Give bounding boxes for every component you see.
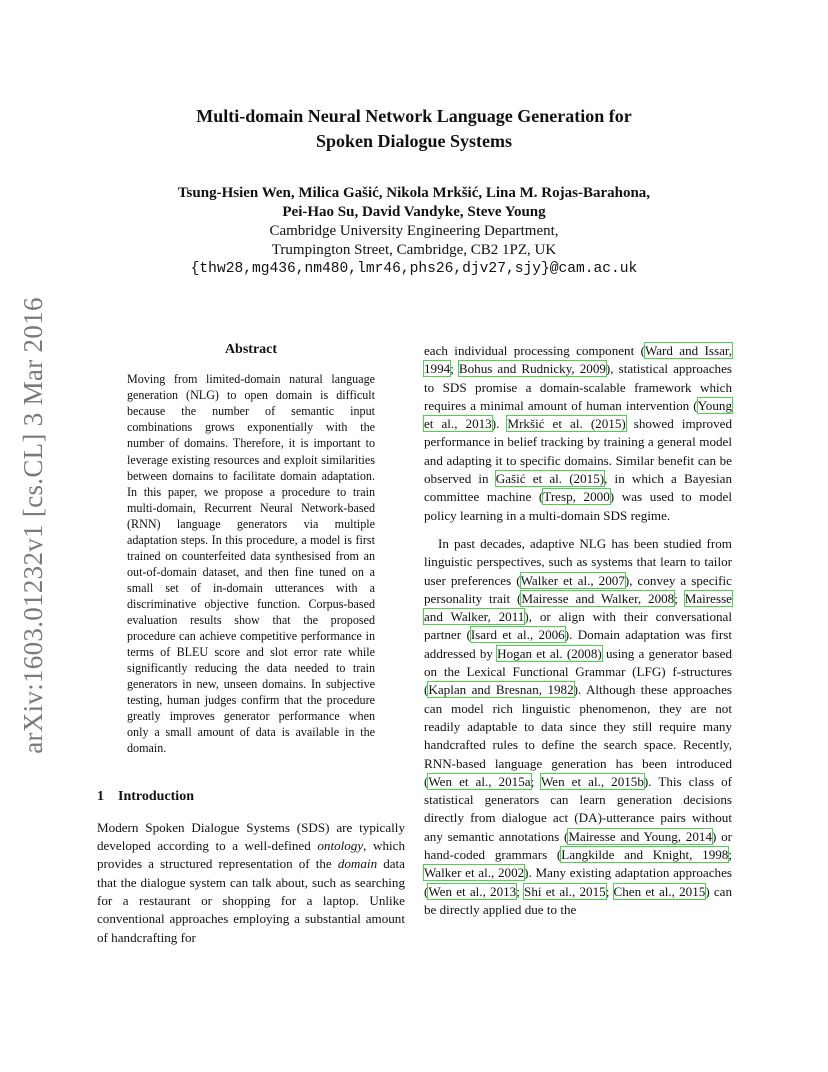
title-line-2: Spoken Dialogue Systems <box>315 131 513 151</box>
text-span: ), statistical approaches to SDS promise a domain-scalable framework which requires a minimal amount of human intervention ( <box>424 361 732 413</box>
right-paragraph-1 <box>424 342 732 525</box>
citation-link[interactable]: Walker et al., 2002 <box>424 865 525 881</box>
text-span: , which provides a structured representation of the <box>97 838 405 872</box>
citation-link[interactable]: Young et al., 2013 <box>424 397 732 432</box>
citation-link[interactable]: Ward and Issar, 1994 <box>424 343 732 377</box>
affiliation-line-2: Trumpington Street, Cambridge, CB2 1PZ, UK <box>271 242 557 258</box>
arxiv-stamp-text: arXiv:1603.01232v1 [cs.CL] 3 Mar 2016 <box>17 296 48 754</box>
text-span: ). <box>491 416 508 432</box>
text-span: In past decades, adaptive NLG has been studied from linguistic perspectives, such as systems that learn to tailor user preferences ( <box>424 535 732 588</box>
text-span: ). This class of statistical generators can learn generation decisions directly from dialogue act (DA)-utterance pairs without any semantic annotations ( <box>424 773 733 844</box>
citation-link[interactable]: Wen et al., 2013 <box>428 883 517 899</box>
text-span: ) or hand-coded grammars ( <box>424 828 732 863</box>
title-line-1: Multi-domain Neural Network Language Generation for <box>196 106 632 126</box>
text-span: , in which a Bayesian committee machine ( <box>424 471 733 505</box>
text-span: ). Although these approaches can model rich linguistic phenomenon, they are not readily adaptable to data since they still require many handcrafted rules to define the search space. Recently, RNN-based language generation has been introduced ( <box>424 682 732 789</box>
text-span: ) was used to model policy learning in a multi-domain SDS regime. <box>424 489 732 523</box>
paper-title <box>100 104 728 154</box>
section-title: Introduction <box>118 789 194 805</box>
citation-link[interactable]: Gašić et al. (2015) <box>495 471 605 487</box>
citation-link[interactable]: Isard et al., 2006 <box>470 627 565 643</box>
citation-link[interactable]: Hogan et al. (2008) <box>497 645 602 661</box>
text-span: ; <box>674 590 685 606</box>
citation-link[interactable]: Shi et al., 2015 <box>524 883 606 899</box>
arxiv-stamp <box>14 290 52 760</box>
right-paragraph-2 <box>424 535 732 919</box>
text-span: ). Many existing adaptation approaches ( <box>424 865 732 899</box>
citation-link[interactable]: Mairesse and Walker, 2011 <box>424 590 732 625</box>
text-span: Modern Spoken Dialogue Systems (SDS) are typically developed according to a well-defined <box>97 819 405 854</box>
section-number: 1 <box>97 789 104 805</box>
text-span: ; <box>605 883 614 899</box>
abstract-heading: Abstract <box>224 342 278 357</box>
text-span: data that the dialogue system can talk about, such as searching for a restaurant or shopping for a laptop. Unlike conventional approaches employing a substantial amount of handcrafting for <box>97 856 405 945</box>
intro-paragraph <box>97 819 405 947</box>
text-span: ), convey a specific personality trait ( <box>424 572 732 606</box>
right-column <box>424 342 732 919</box>
affiliation-line-1: Cambridge University Engineering Department, <box>269 223 559 239</box>
citation-link[interactable]: Bohus and Rudnicky, 2009 <box>458 361 606 377</box>
citation-link[interactable]: Tresp, 2000 <box>543 489 610 505</box>
text-span: ), or align with their conversational partner ( <box>424 609 732 643</box>
citation-link[interactable]: Chen et al., 2015 <box>613 883 706 899</box>
citation-link[interactable]: Mairesse and Young, 2014 <box>568 828 712 844</box>
citation-link[interactable]: Wen et al., 2015b <box>540 773 644 789</box>
emphasis-ontology: ontology <box>317 838 364 854</box>
text-span: ; <box>530 773 541 789</box>
author-emails: {thw28,mg436,nm480,lmr46,phs26,djv27,sjy}@cam.ac.uk <box>190 261 638 277</box>
section-heading-introduction <box>97 788 405 806</box>
text-span: ; <box>728 847 732 863</box>
citation-link[interactable]: Kaplan and Bresnan, 1982 <box>428 682 574 698</box>
abstract-body: Moving from limited-domain natural language generation (NLG) to open domain is difficult because the number of semantic input combinations grows exponentially with the number of domains. Therefore, it is important to leverage existing resources and exploit similarities between domains to facilitate domain adaptation. In this paper, we propose a procedure to train multi-domain, Recurrent Neural Network-based (RNN) language generators via multiple adaptation steps. In this procedure, a model is first trained on counterfeited data synthesised from an out-of-domain dataset, and then fine tuned on a small set of in-domain utterances with a discriminative objective function. Corpus-based evaluation results show that the proposed procedure can achieve competitive performance in terms of BLEU score and slot error rate while significantly reducing the data needed to train generators in new, unseen domains. In subjective testing, human judges confirm that the procedure greatly improves generator performance when only a small amount of data is available in the domain. <box>127 372 375 756</box>
text-span: ; <box>516 883 525 899</box>
text-span: using a generator based on the Lexical Functional Grammar (LFG) f-structures ( <box>424 645 732 698</box>
author-block <box>100 184 728 279</box>
author-names-line-2: Pei-Hao Su, David Vandyke, Steve Young <box>282 204 546 220</box>
emphasis-domain: domain <box>337 856 378 872</box>
text-span: ) can be directly applied due to the <box>424 883 733 917</box>
left-column <box>97 341 405 947</box>
text-span: each individual processing component ( <box>424 343 645 358</box>
author-names-line-1: Tsung-Hsien Wen, Milica Gašić, Nikola Mrkšić, Lina M. Rojas-Barahona, <box>177 185 651 201</box>
citation-link[interactable]: Mrkšić et al. (2015) <box>507 416 626 432</box>
citation-link[interactable]: Walker et al., 2007 <box>520 572 625 588</box>
citation-link[interactable]: Langkilde and Knight, 1998 <box>561 847 729 863</box>
citation-link[interactable]: Wen et al., 2015a <box>428 773 531 789</box>
text-span: ; <box>450 361 459 377</box>
text-span: ). Domain adaptation was first addressed by <box>424 627 732 661</box>
citation-link[interactable]: Mairesse and Walker, 2008 <box>521 590 675 606</box>
text-span: showed improved performance in belief tracking by training a general model and adapting it to specific domains. Similar benefit can be observed in <box>424 416 733 487</box>
